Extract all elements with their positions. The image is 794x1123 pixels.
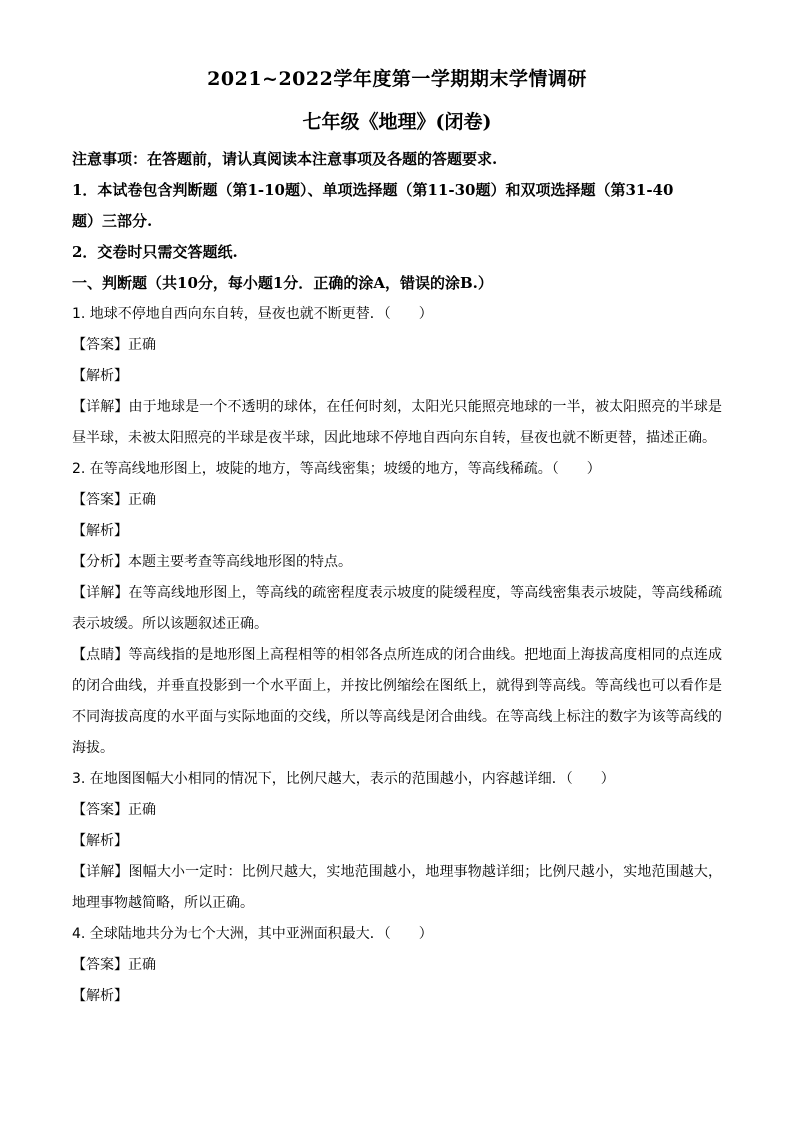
question-1 [72,299,722,454]
question-text: 1. 地球不停地自西向东自转，昼夜也就不断更替．（ ） [72,306,433,322]
detail-tag: 【详解】 [72,399,129,415]
dianjing-text: 等高线指的是地形图上高程相等的相邻各点所连成的闭合曲线。把地面上海拔高度相同的点连成的闭合曲线，并垂直投影到一个水平面上，并按比例缩绘在图纸上，就得到等高线。等高线也可以看作是不同海拔高度的水平面与实际地面的交线，所以等高线是闭合曲线。在等高线上标注的数字为该等高线的海拔。 [72,647,723,756]
analysis-tag: 【解析】 [72,988,128,1004]
dianjing-tag: 【点睛】 [72,647,129,663]
question-4 [72,919,722,1012]
question-text: 4. 全球陆地共分为七个大洲，其中亚洲面积最大．（ ） [72,926,433,942]
detail-text: 图幅大小一定时：比例尺越大，实地范围越小，地理事物越详细；比例尺越小，实地范围越大，地理事物越简略，所以正确。 [72,864,723,911]
detail-paragraph [72,578,722,640]
answer-tag: 【答案】 [72,957,128,973]
notice-heading: 注意事项：在答题前，请认真阅读本注意事项及各题的答题要求. [72,150,498,168]
fenxi-tag: 【分析】 [72,554,128,570]
detail-text: 在等高线地形图上，等高线的疏密程度表示坡度的陡缓程度，等高线密集表示坡陡，等高线稀疏表示坡缓。所以该题叙述正确。 [72,585,723,632]
question-2 [72,454,722,764]
analysis-tag: 【解析】 [72,833,128,849]
analysis-tag: 【解析】 [72,523,128,539]
answer-value: 正确 [128,337,156,353]
answer-line [72,950,722,981]
answer-value: 正确 [128,802,156,818]
answer-line [72,330,722,361]
exam-subtitle: 七年级《地理》(闭卷) [302,111,492,133]
notice-item-1b: 题）三部分. [72,212,153,230]
fenxi-paragraph [72,547,722,578]
notice-item-2: 2．交卷时只需交答题纸. [72,243,238,261]
fenxi-text: 本题主要考查等高线地形图的特点。 [128,554,352,570]
answer-tag: 【答案】 [72,492,128,508]
question-text: 3. 在地图图幅大小相同的情况下，比例尺越大，表示的范围越小，内容越详细．（ ） [72,771,615,787]
detail-tag: 【详解】 [72,864,129,880]
detail-paragraph [72,857,722,919]
answer-tag: 【答案】 [72,802,128,818]
detail-text: 由于地球是一个不透明的球体，在任何时刻，太阳光只能照亮地球的一半，被太阳照亮的半球是昼半球，未被太阳照亮的半球是夜半球，因此地球不停地自西向东自转，昼夜也就不断更替，描述正确。 [72,399,723,446]
answer-value: 正确 [128,957,156,973]
answer-line [72,795,722,826]
notice-item-1a: 1．本试卷包含判断题（第1-10题）、单项选择题（第11-30题）和双项选择题（第31-40 [72,181,674,199]
answer-value: 正确 [128,492,156,508]
section-heading: 一、判断题（共10分，每小题1分．正确的涂A，错误的涂B.） [72,274,493,292]
dianjing-paragraph [72,640,722,764]
analysis-tag: 【解析】 [72,368,128,384]
question-3 [72,764,722,919]
detail-paragraph [72,392,722,454]
detail-tag: 【详解】 [72,585,129,601]
answer-tag: 【答案】 [72,337,128,353]
exam-title: 2021~2022学年度第一学期期末学情调研 [207,68,587,90]
answer-line [72,485,722,516]
question-text: 2. 在等高线地形图上，坡陡的地方，等高线密集；坡缓的地方，等高线稀疏。（ ） [72,461,601,477]
